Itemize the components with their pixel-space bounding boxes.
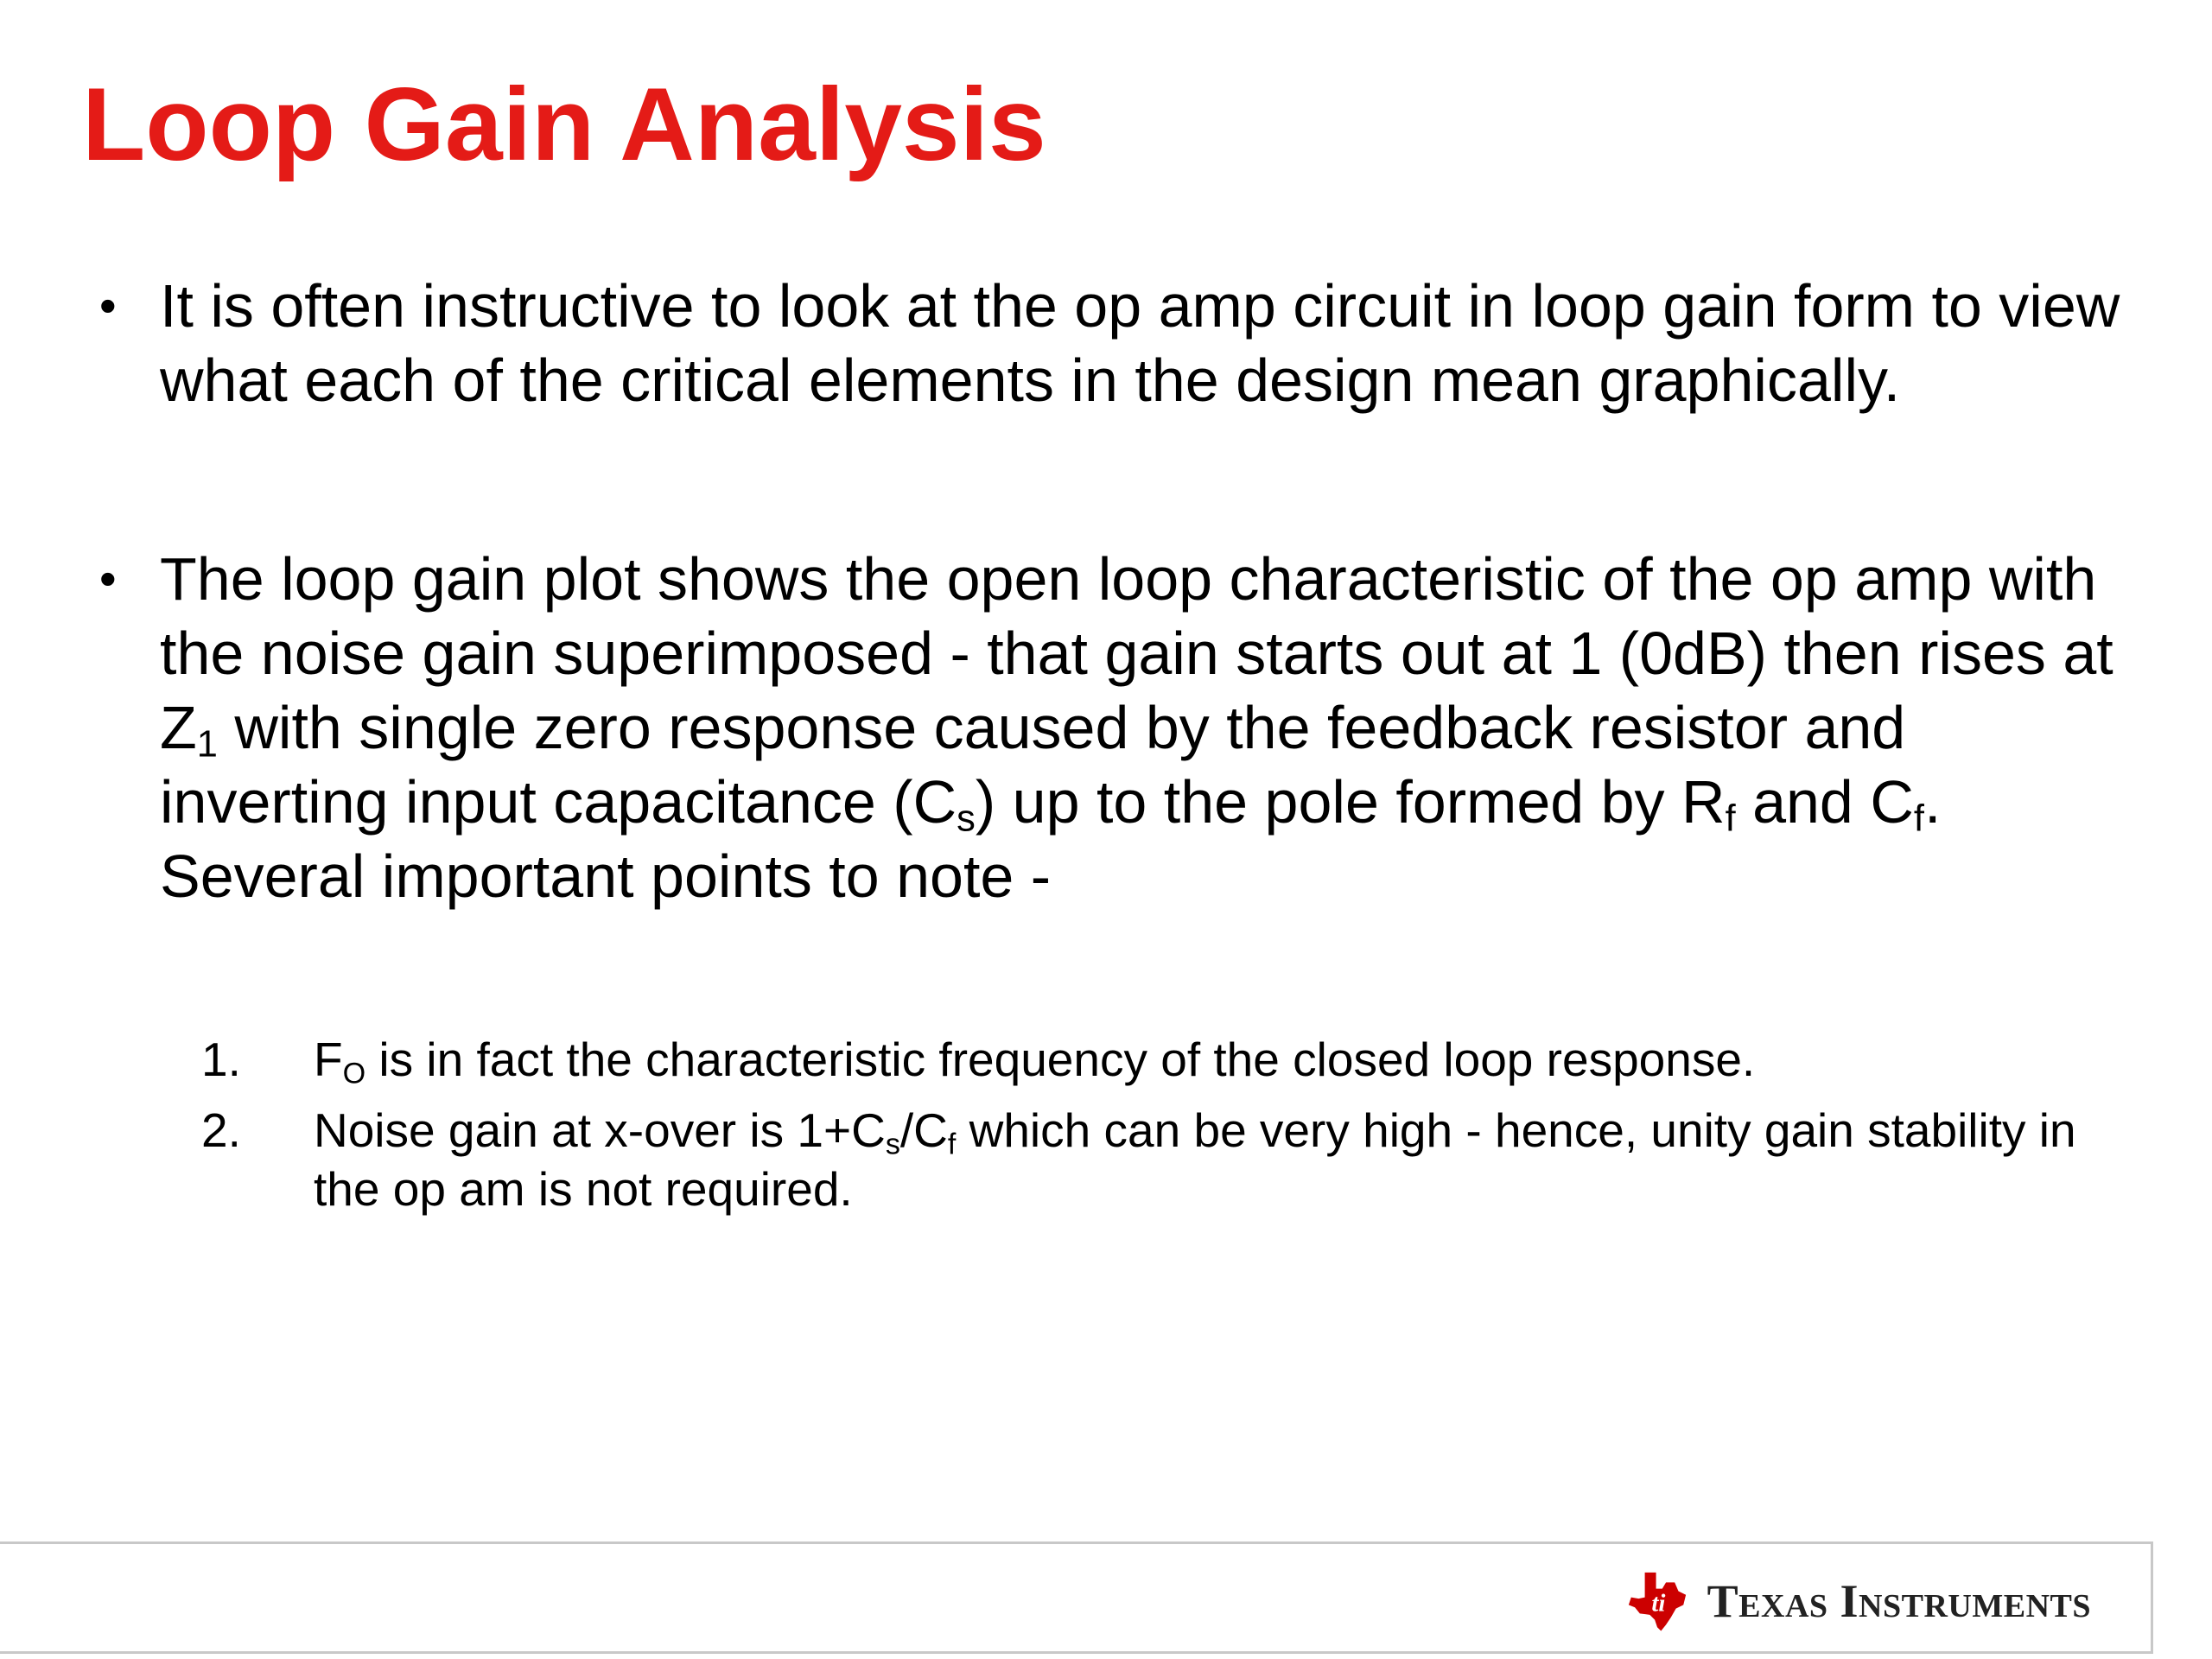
text-segment: which can be very high - hence, unity gain stability in the op am is not required. <box>314 1103 2076 1216</box>
numbered-item-1 <box>201 1030 2128 1090</box>
text-segment: with single zero response caused by the feedback resistor and inverting input capacitance (C <box>160 694 1906 836</box>
text-segment: F <box>314 1033 343 1086</box>
text-segment: The loop gain plot shows the open loop characteristic of the op amp with the noise gain superimposed - that gain starts out at 1 (0dB) then rises at Z <box>160 545 2113 761</box>
numbered-item-2 <box>201 1101 2128 1218</box>
slide-title: Loop Gain Analysis <box>82 67 1046 182</box>
logo-wordmark: Texas Instruments <box>1707 1575 2091 1627</box>
text-segment: and C <box>1735 768 1914 836</box>
bullet-dot-icon: • <box>99 551 117 606</box>
subscript: s <box>885 1128 900 1161</box>
bullet-dot-icon: • <box>99 278 117 333</box>
text-segment: /C <box>899 1103 948 1157</box>
bullet-text <box>160 545 2113 910</box>
texas-instruments-logo <box>1626 1571 2091 1631</box>
list-number: 1. <box>201 1033 241 1086</box>
texas-state-ti-icon <box>1626 1570 1688 1632</box>
text-segment: is in fact the characteristic frequency of the closed loop response. <box>365 1033 1756 1086</box>
bullet-item-2 <box>99 542 2147 913</box>
subscript: f <box>1725 798 1736 840</box>
subscript: f <box>1913 798 1924 840</box>
subscript: O <box>342 1057 366 1090</box>
text-segment: ) up to the pole formed by R <box>975 768 1726 836</box>
svg-text:ti: ti <box>1651 1589 1666 1618</box>
subscript: s <box>957 798 976 840</box>
text-segment: Noise gain at x-over is 1+C <box>314 1103 886 1157</box>
bullet-text: It is often instructive to look at the op amp circuit in loop gain form to view what each of the critical elements in the design mean graphically. <box>160 272 2120 414</box>
list-number: 2. <box>201 1103 241 1157</box>
text-segment: . Several important points to note - <box>160 768 1942 910</box>
subscript: f <box>947 1128 957 1161</box>
bullet-item-1 <box>99 269 2147 417</box>
subscript: 1 <box>196 723 218 766</box>
